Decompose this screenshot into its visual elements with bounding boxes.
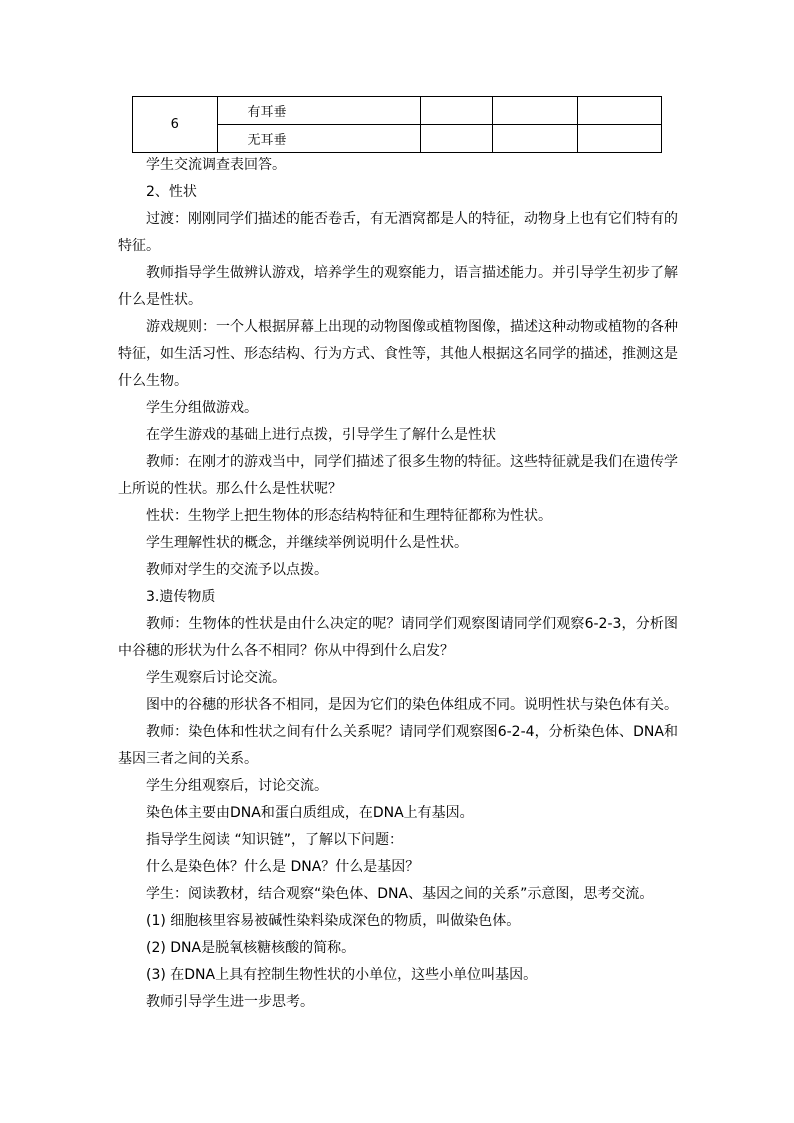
list-item: (2) DNA是脱氧核糖核酸的简称。 [146,940,356,956]
paragraph: 学生：阅读教材，结合观察“染色体、DNA、基因之间的关系”示意图，思考交流。 [146,886,654,902]
paragraph: 在学生游戏的基础上进行点拨，引导学生了解什么是性状 [146,427,496,443]
list-item: (3) 在DNA上具有控制生物性状的小单位，这些小单位叫基因。 [146,967,538,983]
trait-label-cell: 无耳垂 [217,125,420,153]
paragraph: 教师指导学生做辨认游戏，培养学生的观察能力，语言描述能力。并引导学生初步了解什么是性状。 [118,265,678,308]
paragraph: 学生理解性状的概念，并继续举例说明什么是性状。 [146,535,468,551]
empty-cell [577,97,662,125]
empty-cell [577,125,662,153]
survey-table [132,96,662,153]
paragraph: 学生分组做游戏。 [146,400,258,416]
table-row [133,97,662,125]
empty-cell [493,97,577,125]
section-heading: 2、性状 [146,184,197,200]
paragraph: 教师：生物体的性状是由什么决定的呢？请同学们观察图请同学们观察6-2-3，分析图中谷穗的形状为什么各不相同？你从中得到什么启发？ [118,616,678,659]
trait-label-cell: 有耳垂 [217,97,420,125]
lesson-text [118,152,678,1016]
paragraph: 学生交流调查表回答。 [146,157,286,173]
list-item: (1) 细胞核里容易被碱性染料染成深色的物质，叫做染色体。 [146,913,521,929]
section-heading: 3.遗传物质 [146,589,216,605]
paragraph: 学生观察后讨论交流。 [146,670,286,686]
paragraph: 染色体主要由DNA和蛋白质组成，在DNA上有基因。 [146,805,474,821]
paragraph: 教师：染色体和性状之间有什么关系呢？请同学们观察图6-2-4，分析染色体、DNA和基因三者之间的关系。 [118,724,678,767]
paragraph: 学生分组观察后，讨论交流。 [146,778,328,794]
paragraph: 教师：在刚才的游戏当中，同学们描述了很多生物的特征。这些特征就是我们在遗传学上所说的性状。那么什么是性状呢？ [118,454,678,497]
paragraph: 性状：生物学上把生物体的形态结构特征和生理特征都称为性状。 [146,508,552,524]
paragraph: 教师对学生的交流予以点拨。 [146,562,328,578]
paragraph: 教师引导学生进一步思考。 [146,994,314,1010]
paragraph: 过渡：刚刚同学们描述的能否卷舌，有无酒窝都是人的特征，动物身上也有它们特有的特征。 [118,211,678,254]
paragraph: 指导学生阅读 “知识链”，了解以下问题： [146,832,403,848]
paragraph: 游戏规则：一个人根据屏幕上出现的动物图像或植物图像，描述这种动物或植物的各种特征，如生活习性、形态结构、行为方式、食性等，其他人根据这名同学的描述，推测这是什么生物。 [118,319,678,389]
paragraph: 图中的谷穗的形状各不相同，是因为它们的染色体组成不同。说明性状与染色体有关。 [146,697,678,713]
empty-cell [420,97,493,125]
row-number-cell: 6 [133,97,218,153]
empty-cell [420,125,493,153]
paragraph: 什么是染色体？什么是 DNA？什么是基因？ [146,859,420,875]
empty-cell [493,125,577,153]
